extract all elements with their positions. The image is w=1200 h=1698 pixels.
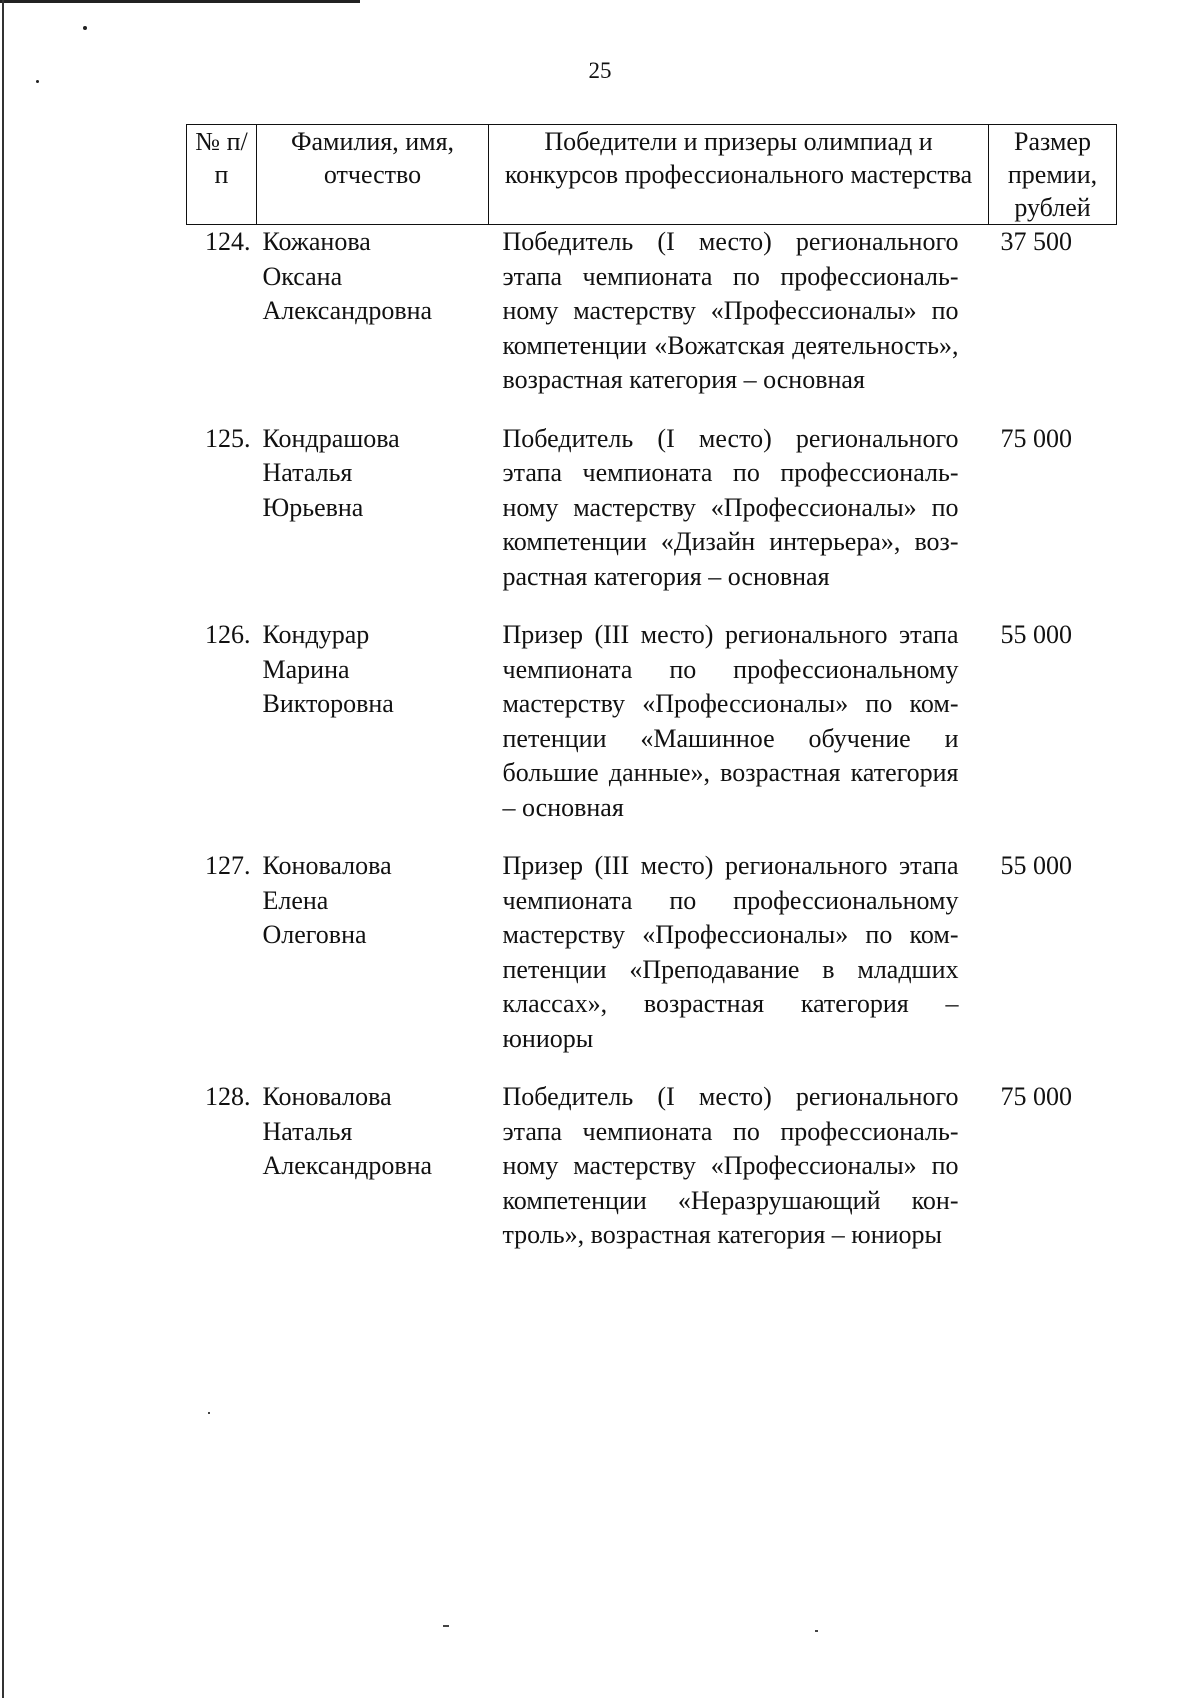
surname: Кожанова [262, 227, 371, 256]
full-name [257, 618, 489, 849]
scan-edge-top [0, 0, 360, 3]
award-description-text: Победитель (I место) регионального этапа чемпионата по профессиональному мастерству «Профессионалы» по компетенции «Дизайн интерьера», возрастная категория – основная [502, 423, 959, 591]
row-number: 127. [205, 851, 251, 880]
award-description-text: Призер (III место) регионального этапа чемпионата по профессиональному мастерству «Профессионалы» по компетенции «Преподавание в младших классах», возрастная категория – юниоры [502, 851, 959, 1053]
award-amount: 75 000 [1000, 423, 1072, 453]
full-name [257, 225, 489, 422]
page-number: 25 [588, 58, 612, 83]
patronymic: Александровна [262, 296, 433, 325]
first-name: Наталья [262, 1116, 353, 1146]
table-row [187, 225, 1117, 422]
surname: Коновалова [262, 1082, 392, 1111]
patronymic: Викторовна [262, 689, 394, 718]
scan-mark [443, 1625, 449, 1627]
award-amount: 55 000 [1000, 851, 1072, 880]
row-number: 128. [205, 1082, 251, 1111]
award-description-text: Призер (III место) регионального этапа чемпионата по профессиональному мастерству «Профессионалы» по компетенции «Машинное обучение и большие данные», возрастная категория – основная [502, 620, 959, 822]
header-name: Фамилия, имя, отчество [257, 125, 489, 225]
table-row [187, 422, 1117, 619]
first-name: Елена [262, 885, 329, 915]
first-name: Марина [262, 654, 350, 684]
scan-mark [815, 1630, 818, 1632]
patronymic: Олеговна [262, 920, 367, 949]
surname: Кондурар [262, 620, 370, 649]
scan-speck [83, 26, 87, 30]
header-desc: Победители и призеры олимпиад и конкурсов профессионального мастерства [489, 125, 989, 225]
award-description [489, 225, 989, 422]
award-description [489, 618, 989, 849]
patronymic: Юрьевна [262, 492, 364, 522]
award-description [489, 422, 989, 619]
full-name [257, 1080, 489, 1277]
surname: Коновалова [262, 851, 392, 880]
header-num: № п/п [187, 125, 257, 225]
award-amount: 37 500 [1000, 227, 1072, 256]
award-description-text: Победитель (I место) регионального этапа чемпионата по профессиональному мастерству «Профессионалы» по компетенции «Неразрушающий контроль», возрастная категория – юниоры [502, 1082, 959, 1249]
table-row [187, 618, 1117, 849]
row-number: 124. [205, 227, 251, 256]
patronymic: Александровна [262, 1151, 433, 1180]
row-number: 125. [205, 423, 251, 453]
scan-mark [208, 1412, 210, 1414]
table-body [187, 225, 1117, 1277]
table-row [187, 1080, 1117, 1277]
scan-edge-left [2, 0, 4, 1698]
table-header [187, 125, 1117, 225]
header-sum: Размер премии, рублей [989, 125, 1117, 225]
award-description [489, 1080, 989, 1277]
first-name: Оксана [262, 261, 343, 291]
award-description-text: Победитель (I место) регионального этапа чемпионата по профессиональному мастерству «Профессионалы» по компетенции «Вожатская деятельность», возрастная категория – основная [502, 227, 959, 394]
first-name: Наталья [262, 458, 353, 487]
award-description [489, 849, 989, 1080]
awards-table [186, 124, 1117, 1277]
award-amount: 55 000 [1000, 620, 1072, 649]
row-number: 126. [205, 620, 251, 649]
table-row [187, 849, 1117, 1080]
full-name [257, 849, 489, 1080]
full-name [257, 422, 489, 619]
award-amount: 75 000 [1000, 1082, 1072, 1111]
surname: Кондрашова [262, 423, 400, 453]
